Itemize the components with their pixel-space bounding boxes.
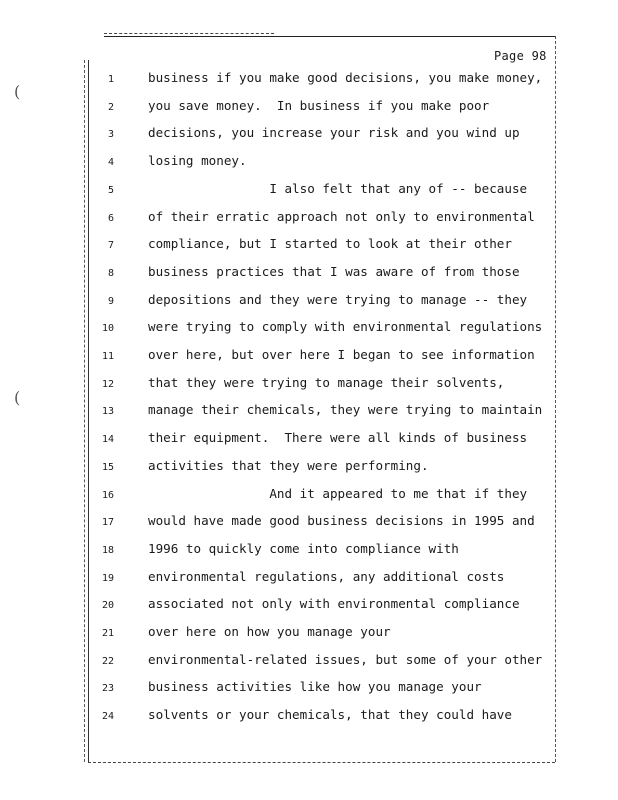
transcript-line xyxy=(0,181,618,205)
line-text: depositions and they were trying to manage -- they xyxy=(148,291,528,307)
line-number: 20 xyxy=(101,600,114,612)
line-number: 15 xyxy=(101,461,114,473)
line-number: 24 xyxy=(101,711,114,723)
line-number: 5 xyxy=(107,184,114,196)
line-number: 22 xyxy=(101,655,114,667)
transcript-line xyxy=(0,125,618,149)
transcript-line xyxy=(0,319,618,343)
line-number: 8 xyxy=(107,267,114,279)
line-text: you save money. In business if you make poor xyxy=(148,97,490,113)
line-text: their equipment. There were all kinds of business xyxy=(148,430,528,446)
transcript-line xyxy=(0,98,618,122)
line-text: would have made good business decisions in 1995 and xyxy=(148,513,535,529)
line-text: 1996 to quickly come into compliance with xyxy=(148,540,459,556)
line-number: 16 xyxy=(101,489,114,501)
line-text: decisions, you increase your risk and you wind up xyxy=(148,125,520,141)
line-number: 14 xyxy=(101,434,114,446)
hole-punch-mark-middle: ( xyxy=(14,388,21,407)
line-number: 9 xyxy=(107,295,114,307)
transcript-line xyxy=(0,292,618,316)
transcript-line xyxy=(0,513,618,537)
line-number: 23 xyxy=(101,683,114,695)
line-number: 13 xyxy=(101,406,114,418)
transcript-line xyxy=(0,264,618,288)
line-number: 11 xyxy=(101,351,114,362)
top-rule xyxy=(104,36,556,37)
line-number: 4 xyxy=(107,157,114,169)
bottom-rule xyxy=(88,762,555,763)
transcript-line xyxy=(0,707,618,731)
line-number: 6 xyxy=(107,212,114,224)
line-text: environmental-related issues, but some of your other xyxy=(148,651,543,667)
line-number: 3 xyxy=(107,129,114,141)
line-text: losing money. xyxy=(148,153,247,169)
line-number: 21 xyxy=(101,628,114,639)
transcript-line xyxy=(0,679,618,703)
hole-punch-mark-top: ( xyxy=(14,82,21,101)
transcript-line xyxy=(0,153,618,177)
line-number: 18 xyxy=(101,544,114,556)
transcript-line xyxy=(0,236,618,260)
line-number: 19 xyxy=(101,572,114,584)
line-text: And it appeared to me that if they xyxy=(148,485,528,501)
transcript-line xyxy=(0,569,618,593)
line-number: 10 xyxy=(101,323,114,335)
transcript-line xyxy=(0,541,618,565)
transcript-line xyxy=(0,70,618,94)
line-text: activities that they were performing. xyxy=(148,457,429,473)
line-text: that they were trying to manage their solvents, xyxy=(148,374,505,390)
transcript-line xyxy=(0,209,618,233)
line-number: 2 xyxy=(107,101,114,113)
line-text: I also felt that any of -- because xyxy=(148,180,528,196)
transcript-line xyxy=(0,430,618,454)
line-number: 17 xyxy=(101,517,114,529)
line-text: over here, but over here I began to see information xyxy=(148,347,535,362)
line-text: over here on how you manage your xyxy=(148,624,391,639)
line-text: of their erratic approach not only to environmental xyxy=(148,208,535,224)
line-text: were trying to comply with environmental regulations xyxy=(148,319,543,335)
line-number: 7 xyxy=(107,240,114,252)
line-text: business if you make good decisions, you make money, xyxy=(148,70,543,85)
transcript-line xyxy=(0,624,618,648)
line-text: compliance, but I started to look at their other xyxy=(148,236,512,252)
transcript-line xyxy=(0,402,618,426)
line-text: business practices that I was aware of from those xyxy=(148,263,520,279)
line-text: associated not only with environmental compliance xyxy=(148,596,520,612)
line-text: manage their chemicals, they were trying to maintain xyxy=(148,402,543,418)
line-number: 1 xyxy=(107,74,114,85)
transcript-line xyxy=(0,375,618,399)
transcript-line xyxy=(0,486,618,510)
page-number: Page 98 xyxy=(494,49,547,63)
transcript-line xyxy=(0,347,618,371)
line-text: environmental regulations, any additional costs xyxy=(148,568,505,584)
line-text: solvents or your chemicals, that they could have xyxy=(148,707,512,723)
transcript-line xyxy=(0,458,618,482)
top-dashed-rule xyxy=(104,33,274,34)
line-number: 12 xyxy=(101,378,114,390)
transcript-line xyxy=(0,652,618,676)
line-text: business activities like how you manage your xyxy=(148,679,482,695)
transcript-line xyxy=(0,596,618,620)
